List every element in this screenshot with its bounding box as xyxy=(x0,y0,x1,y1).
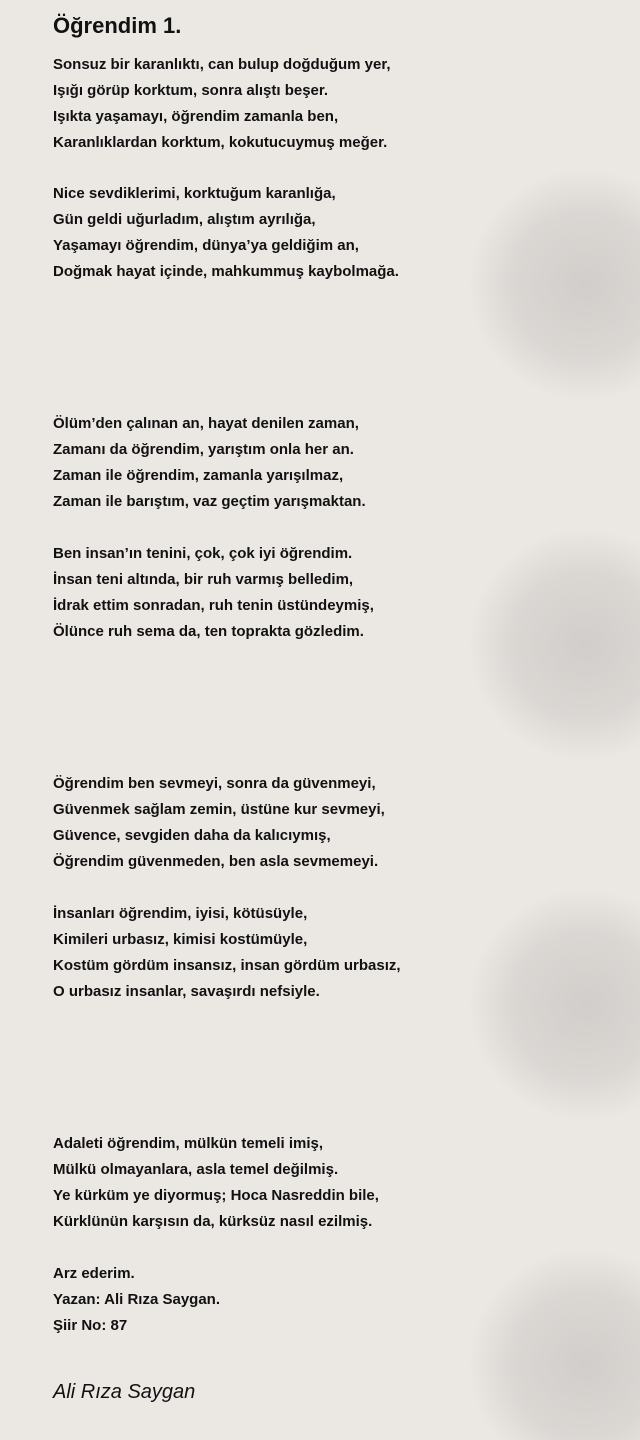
poem-line: Gün geldi uğurladım, alıştım ayrılığa, xyxy=(53,211,316,228)
poem-line: Nice sevdiklerimi, korktuğum karanlığa, xyxy=(53,185,336,202)
poem-line: İdrak ettim sonradan, ruh tenin üstündeymiş, xyxy=(53,597,374,614)
stanza xyxy=(53,411,366,515)
poem-line: Zamanı da öğrendim, yarıştım onla her an. xyxy=(53,441,354,458)
poem-line: Güvenmek sağlam zemin, üstüne kur sevmeyi, xyxy=(53,801,385,818)
poem-line: Mülkü olmayanlara, asla temel değilmiş. xyxy=(53,1161,339,1178)
poem-line: Zaman ile öğrendim, zamanla yarışılmaz, xyxy=(53,467,344,484)
poem-line: O urbasız insanlar, savaşırdı nefsiyle. xyxy=(53,983,320,1000)
stanza xyxy=(53,541,374,645)
poem-line: İnsanları öğrendim, iyisi, kötüsüyle, xyxy=(53,905,308,922)
poem-line: İnsan teni altında, bir ruh varmış belledim, xyxy=(53,571,354,588)
stanza xyxy=(53,181,399,285)
poem-line: Zaman ile barıştım, vaz geçtim yarışmaktan. xyxy=(53,493,366,510)
stanza xyxy=(53,1131,379,1235)
author-line: Yazan: Ali Rıza Saygan. xyxy=(53,1291,220,1308)
poem-line: Karanlıklardan korktum, kokutucuymuş meğer. xyxy=(53,134,388,151)
poem-number-line: Şiir No: 87 xyxy=(53,1317,128,1334)
stanza xyxy=(53,771,385,875)
poem-line: Yaşamayı öğrendim, dünya’ya geldiğim an, xyxy=(53,237,359,254)
poem-closing xyxy=(53,1261,220,1339)
poem-line: Sonsuz bir karanlıktı, can bulup doğduğum yer, xyxy=(53,56,391,73)
poem-line: Doğmak hayat içinde, mahkummuş kaybolmağa. xyxy=(53,263,399,280)
poem-title: Öğrendim 1. xyxy=(53,13,182,38)
poem-line: Adaleti öğrendim, mülkün temeli imiş, xyxy=(53,1135,324,1152)
poem-line: Ölünce ruh sema da, ten toprakta gözledim. xyxy=(53,623,364,640)
poem-line: Işıkta yaşamayı, öğrendim zamanla ben, xyxy=(53,108,339,125)
stanza xyxy=(53,901,401,1005)
poem-line: Ye kürküm ye diyormuş; Hoca Nasreddin bile, xyxy=(53,1187,379,1204)
poem-line: Öğrendim güvenmeden, ben asla sevmemeyi. xyxy=(53,853,379,870)
author-signature: Ali Rıza Saygan xyxy=(53,1381,196,1403)
poem-line: Kimileri urbasız, kimisi kostümüyle, xyxy=(53,931,308,948)
stanza xyxy=(53,52,391,156)
poem-line: Işığı görüp korktum, sonra alıştı beşer. xyxy=(53,82,329,99)
poem-line: Ölüm’den çalınan an, hayat denilen zaman, xyxy=(53,415,359,432)
poem-line: Kürklünün karşısın da, kürksüz nasıl ezilmiş. xyxy=(53,1213,373,1230)
poem-line: Kostüm gördüm insansız, insan gördüm urbasız, xyxy=(53,957,401,974)
poem-line: Öğrendim ben sevmeyi, sonra da güvenmeyi, xyxy=(53,775,376,792)
poem-line: Ben insan’ın tenini, çok, çok iyi öğrendim. xyxy=(53,545,353,562)
closing-line: Arz ederim. xyxy=(53,1265,135,1282)
poem-line: Güvence, sevgiden daha da kalıcıymış, xyxy=(53,827,331,844)
